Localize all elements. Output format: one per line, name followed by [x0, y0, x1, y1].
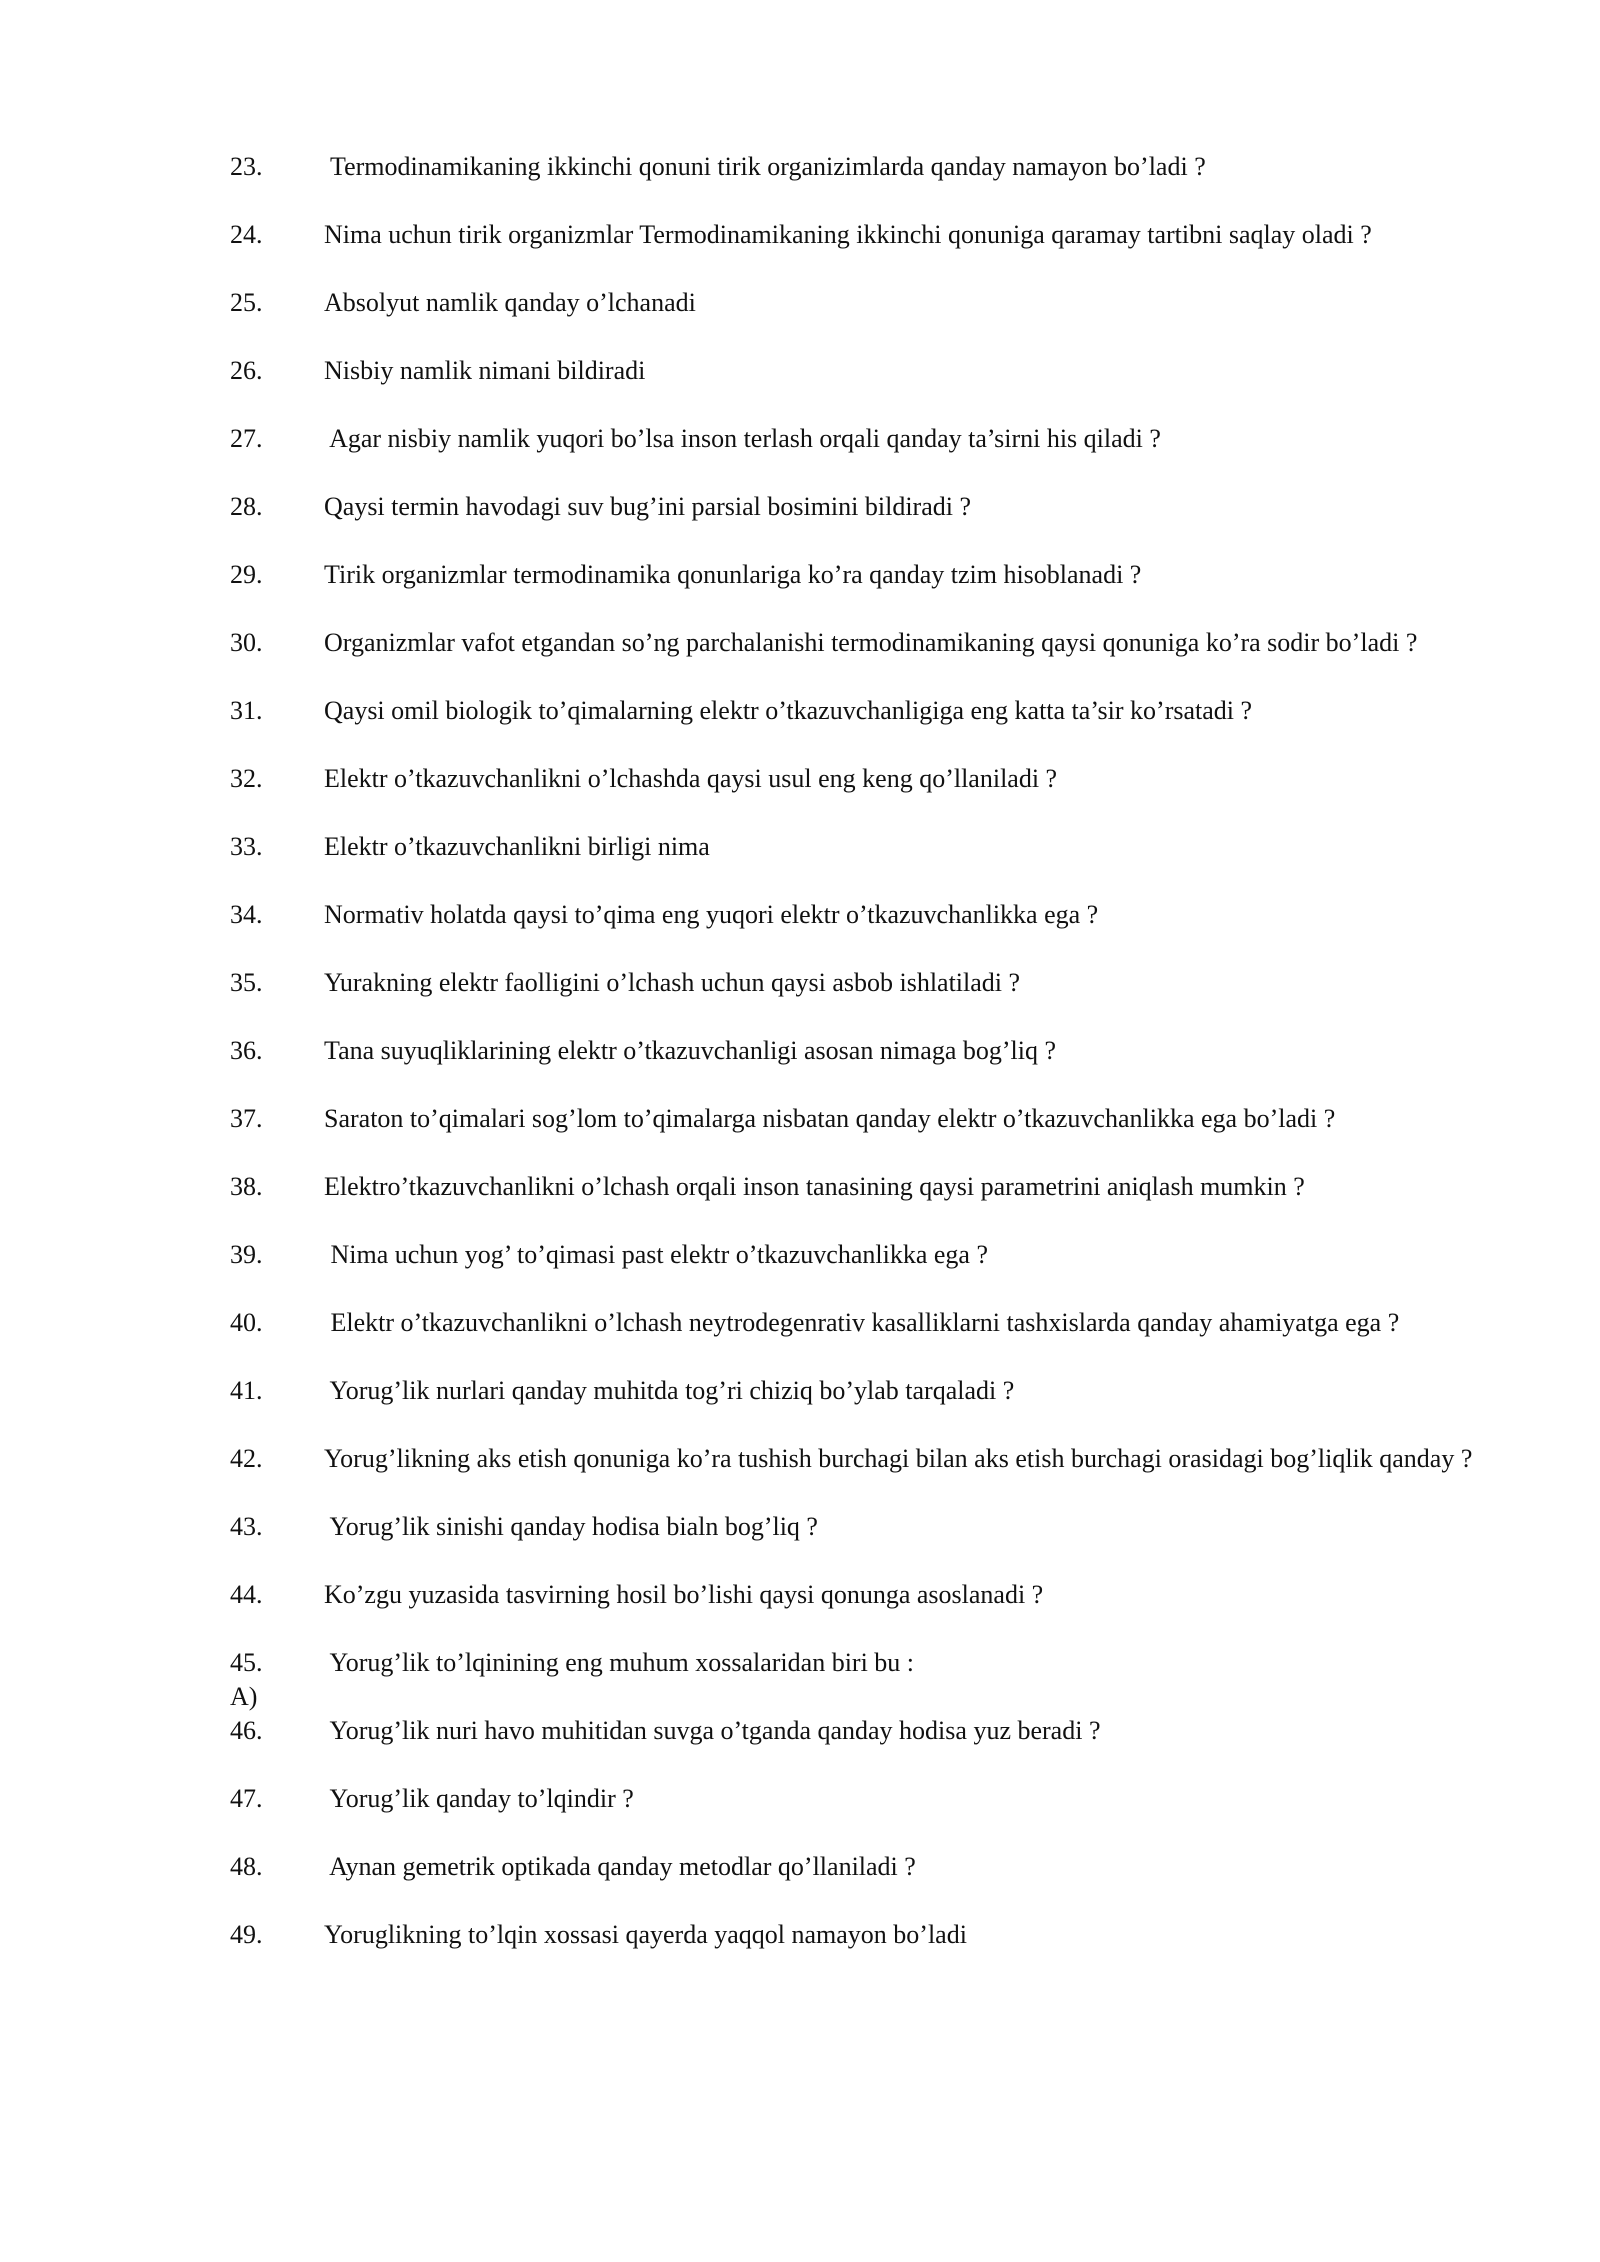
question-text: Yorug’lik sinishi qanday hodisa bialn bog’liq ?	[324, 1512, 818, 1541]
question-text: Normativ holatda qaysi to’qima eng yuqori elektr o’tkazuvchanlikka ega ?	[324, 900, 1099, 929]
question-text: Elektr o’tkazuvchanlikni o’lchash neytrodegenrativ kasalliklarni tashxislarda qanday ahamiyatga ega ?	[324, 1308, 1400, 1337]
question-text: Absolyut namlik qanday o’lchanadi	[324, 288, 696, 317]
question-text: Agar nisbiy namlik yuqori bo’lsa inson terlash orqali qanday ta’sirni his qiladi ?	[324, 424, 1161, 453]
question-number: 26.	[230, 356, 263, 385]
question-item	[230, 354, 1500, 388]
question-item	[230, 1238, 1500, 1272]
question-number: 47.	[230, 1784, 263, 1813]
question-text: Tirik organizmlar termodinamika qonunlariga ko’ra qanday tzim hisoblanadi ?	[324, 560, 1142, 589]
question-text: Yorug’lik qanday to’lqindir ?	[324, 1784, 634, 1813]
question-item	[230, 1034, 1500, 1068]
question-text: Elektr o’tkazuvchanlikni birligi nima	[324, 832, 710, 861]
question-item	[230, 1510, 1500, 1544]
question-text: Yurakning elektr faolligini o’lchash uchun qaysi asbob ishlatiladi ?	[324, 968, 1021, 997]
question-number: 28.	[230, 492, 263, 521]
question-text: Termodinamikaning ikkinchi qonuni tirik organizimlarda qanday namayon bo’ladi ?	[324, 152, 1206, 181]
question-number: 46.	[230, 1716, 263, 1745]
question-item	[230, 1442, 1500, 1476]
question-text: Elektr o’tkazuvchanlikni o’lchashda qaysi usul eng keng qo’llaniladi ?	[324, 764, 1058, 793]
question-number: 44.	[230, 1580, 263, 1609]
question-number: 24.	[230, 220, 263, 249]
question-number: 32.	[230, 764, 263, 793]
question-text: Yorug’lik to’lqinining eng muhum xossalaridan biri bu :	[324, 1648, 915, 1677]
question-item	[230, 626, 1500, 660]
question-number: 39.	[230, 1240, 263, 1269]
question-item	[230, 1646, 1500, 1714]
question-number: 40.	[230, 1308, 263, 1337]
question-item	[230, 830, 1500, 864]
question-item	[230, 422, 1500, 456]
question-text: Ko’zgu yuzasida tasvirning hosil bo’lishi qaysi qonunga asoslanadi ?	[324, 1580, 1044, 1609]
question-number: 36.	[230, 1036, 263, 1065]
question-number: 25.	[230, 288, 263, 317]
question-item	[230, 218, 1500, 252]
question-text: Elektro’tkazuvchanlikni o’lchash orqali inson tanasining qaysi parametrini aniqlash mumkin ?	[324, 1172, 1305, 1201]
question-number: 23.	[230, 152, 263, 181]
question-number: 41.	[230, 1376, 263, 1405]
question-text: Aynan gemetrik optikada qanday metodlar qo’llaniladi ?	[324, 1852, 916, 1881]
question-text: Organizmlar vafot etgandan so’ng parchalanishi termodinamikaning qaysi qonuniga ko’ra sodir bo’ladi ?	[324, 628, 1418, 657]
question-text: Qaysi termin havodagi suv bug’ini parsial bosimini bildiradi ?	[324, 492, 972, 521]
question-item	[230, 1170, 1500, 1204]
question-number: 48.	[230, 1852, 263, 1881]
question-item	[230, 898, 1500, 932]
question-item	[230, 762, 1500, 796]
question-text: Yoruglikning to’lqin xossasi qayerda yaqqol namayon bo’ladi	[324, 1920, 967, 1949]
question-number: 43.	[230, 1512, 263, 1541]
answer-option-label: A)	[230, 1682, 258, 1711]
question-text: Saraton to’qimalari sog’lom to’qimalarga nisbatan qanday elektr o’tkazuvchanlikka ega bo’ladi ?	[324, 1104, 1336, 1133]
question-item	[230, 1306, 1500, 1340]
question-item	[230, 966, 1500, 1000]
question-item	[230, 286, 1500, 320]
question-item	[230, 490, 1500, 524]
question-item	[230, 1918, 1500, 1952]
question-item	[230, 1850, 1500, 1884]
question-number: 42.	[230, 1444, 263, 1473]
question-number: 33.	[230, 832, 263, 861]
question-text: Nisbiy namlik nimani bildiradi	[324, 356, 646, 385]
question-item	[230, 558, 1500, 592]
question-number: 49.	[230, 1920, 263, 1949]
question-item	[230, 1102, 1500, 1136]
question-number: 35.	[230, 968, 263, 997]
question-text: Yorug’lik nurlari qanday muhitda tog’ri chiziq bo’ylab tarqaladi ?	[324, 1376, 1015, 1405]
question-item	[230, 1782, 1500, 1816]
question-number: 34.	[230, 900, 263, 929]
question-item	[230, 150, 1500, 184]
question-item	[230, 1714, 1500, 1748]
question-number: 38.	[230, 1172, 263, 1201]
question-number: 29.	[230, 560, 263, 589]
question-text: Tana suyuqliklarining elektr o’tkazuvchanligi asosan nimaga bog’liq ?	[324, 1036, 1056, 1065]
question-text: Qaysi omil biologik to’qimalarning elektr o’tkazuvchanligiga eng katta ta’sir ko’rsatadi ?	[324, 696, 1253, 725]
question-number: 31.	[230, 696, 263, 725]
question-text: Nima uchun tirik organizmlar Termodinamikaning ikkinchi qonuniga qaramay tartibni saqlay oladi ?	[324, 220, 1372, 249]
question-number: 30.	[230, 628, 263, 657]
question-text: Nima uchun yog’ to’qimasi past elektr o’tkazuvchanlikka ega ?	[324, 1240, 988, 1269]
question-item	[230, 1374, 1500, 1408]
question-text: Yorug’likning aks etish qonuniga ko’ra tushish burchagi bilan aks etish burchagi orasidagi bog’liqlik qanday ?	[324, 1444, 1473, 1473]
question-number: 27.	[230, 424, 263, 453]
question-number: 37.	[230, 1104, 263, 1133]
question-text: Yorug’lik nuri havo muhitidan suvga o’tganda qanday hodisa yuz beradi ?	[324, 1716, 1101, 1745]
question-item	[230, 1578, 1500, 1612]
question-number: 45.	[230, 1648, 263, 1677]
question-item	[230, 694, 1500, 728]
document-page	[230, 150, 1500, 1986]
